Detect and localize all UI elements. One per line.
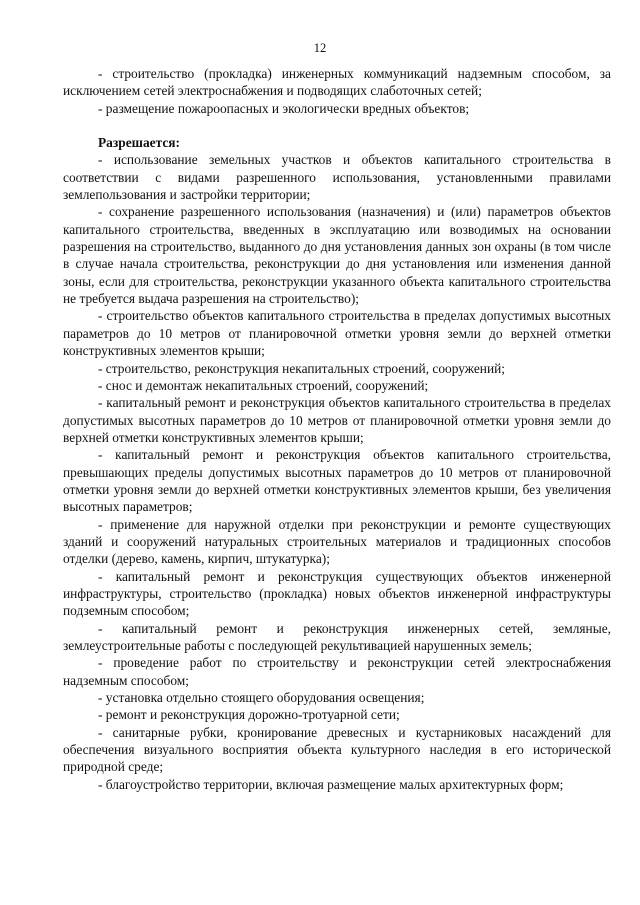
list-item: - капитальный ремонт и реконструкция объектов капитального строительства, превышающих пределы допустимых высотных параметров до 10 метров от планировочной отметки уровня земли до верхней отметки конструктивных элементов крыши, без увеличения высотных параметров; bbox=[63, 447, 611, 515]
list-item: - строительство, реконструкция некапитальных строений, сооружений; bbox=[98, 360, 506, 376]
section-heading: Разрешается: bbox=[98, 135, 180, 151]
list-item: - санитарные рубки, кронирование древесных и кустарниковых насаждений для обеспечения визуального восприятия объекта культурного наследия в его исторической природной среде; bbox=[63, 724, 611, 775]
list-item: - установка отдельно стоящего оборудования освещения; bbox=[98, 690, 425, 706]
list-item: - капитальный ремонт и реконструкция объектов капитального строительства в пределах допустимых высотных параметров до 10 метров от планировочной отметки уровня земли до верхней отметки конструктивных элементов крыши; bbox=[63, 395, 611, 445]
list-item: - капитальный ремонт и реконструкция инженерных сетей, земляные, землеустроительные работы с последующей рекультивацией нарушенных земель; bbox=[63, 620, 611, 653]
page-number: 12 bbox=[313, 41, 327, 55]
list-item: - капитальный ремонт и реконструкция существующих объектов инженерной инфраструктуры, строительство (прокладка) новых объектов инженерной инфраструктуры подземным способом; bbox=[63, 568, 611, 619]
list-item: - использование земельных участков и объектов капитального строительства в соответствии с видами разрешенного использования, установленными правилами землепользования и застройки территории; bbox=[63, 152, 611, 203]
list-item: - ремонт и реконструкция дорожно-тротуарной сети; bbox=[98, 707, 400, 723]
list-item: - строительство объектов капитального строительства в пределах допустимых высотных параметров до 10 метров от планировочной отметки уровня земли до верхней отметки конструктивных элементов крыши; bbox=[63, 308, 611, 359]
list-item: - проведение работ по строительству и реконструкции сетей электроснабжения надземным способом; bbox=[63, 655, 611, 688]
list-item: - применение для наружной отделки при реконструкции и ремонте существующих зданий и сооружений натуральных строительных материалов и традиционных способов отделки (дерево, камень, кирпич, штукатурка); bbox=[63, 516, 611, 567]
list-item: - сохранение разрешенного использования (назначения) и (или) параметров объектов капитального строительства, введенных в эксплуатацию или возводимых на основании разрешения на строительство, выданного до дня установления данных зон охраны (в том числе в случае начала строительства, реконструкции до дня установления или изменения данной зоны, если для строительства, реконструкции указанного объекта капитального строительства не требуется выдача разрешения на строительство); bbox=[63, 204, 611, 307]
list-item: - строительство (прокладка) инженерных коммуникаций надземным способом, за исключением сетей электроснабжения и подводящих слаботочных сетей; bbox=[63, 66, 611, 99]
list-item: - благоустройство территории, включая размещение малых архитектурных форм; bbox=[98, 776, 564, 792]
list-item: - снос и демонтаж некапитальных строений, сооружений; bbox=[98, 377, 429, 393]
document-body bbox=[63, 65, 611, 793]
list-item: - размещение пожароопасных и экологически вредных объектов; bbox=[98, 100, 470, 116]
